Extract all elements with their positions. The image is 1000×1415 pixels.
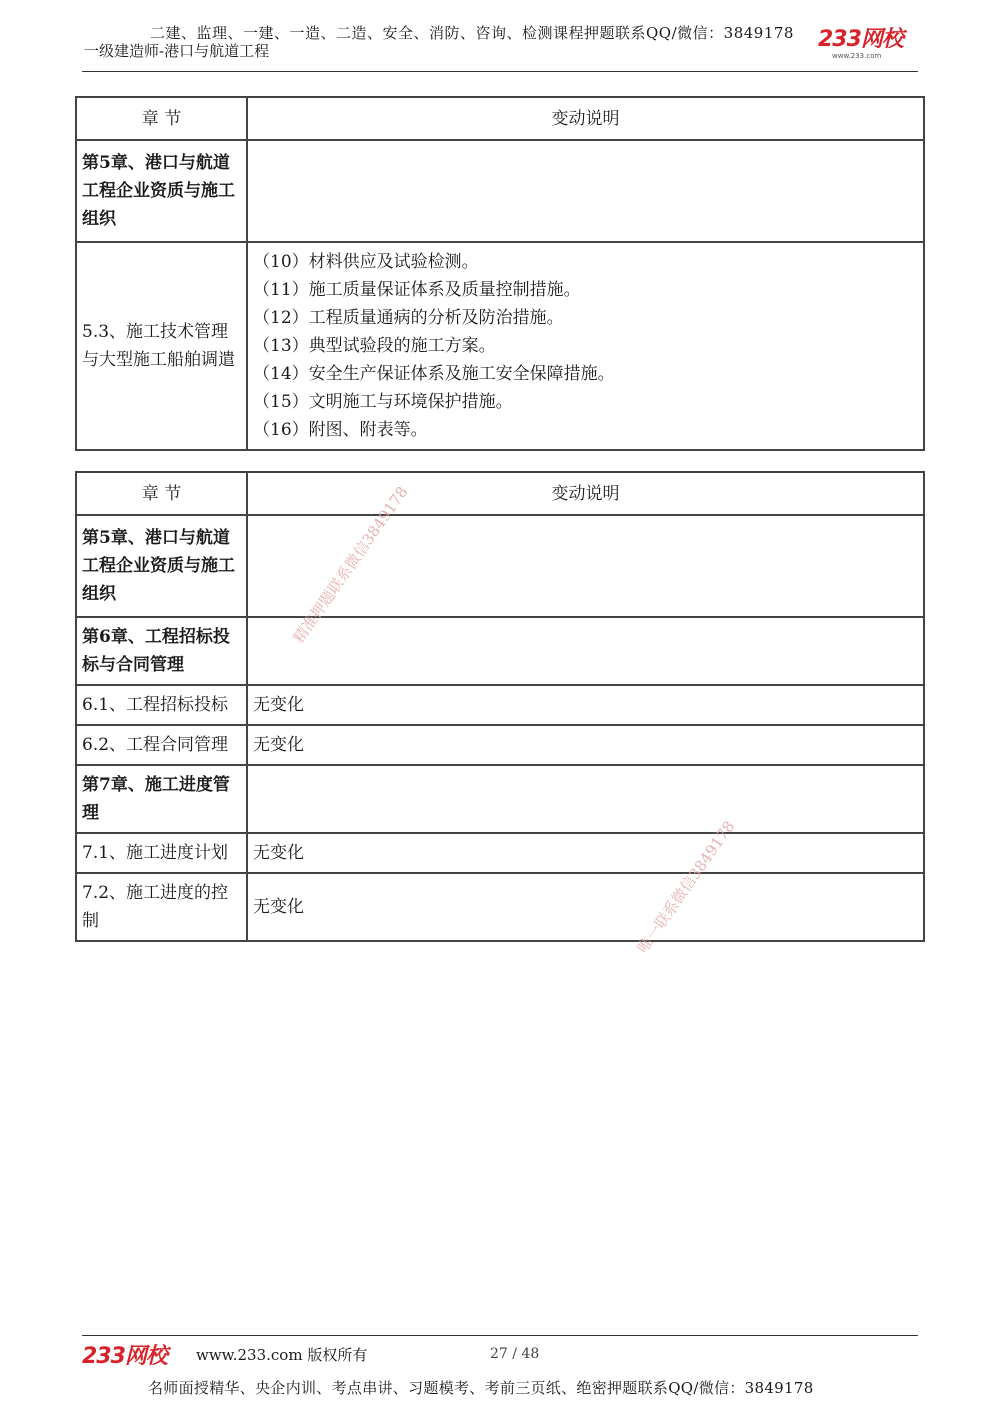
table-row <box>76 725 924 765</box>
change-cell: 无变化 <box>247 873 924 941</box>
chapter-cell: 第7章、施工进度管理 <box>76 765 247 833</box>
list-item: （16）附图、附表等。 <box>253 420 428 440</box>
table-row <box>76 833 924 873</box>
change-cell <box>247 617 924 685</box>
change-cell: 无变化 <box>247 833 924 873</box>
table-header-row <box>76 472 924 515</box>
chapter-cell: 第5章、港口与航道工程企业资质与施工组织 <box>76 140 247 242</box>
col-header-chapter: 章 节 <box>76 472 247 515</box>
chapter-cell: 5.3、施工技术管理与大型施工船舶调遣 <box>76 242 247 450</box>
list-item: （11）施工质量保证体系及质量控制措施。 <box>253 280 581 300</box>
table-row <box>76 140 924 242</box>
table-header-row <box>76 97 924 140</box>
header-promo: 二建、监理、一建、一造、二造、安全、消防、咨询、检测课程押题联系QQ/微信：3849178 <box>150 24 794 42</box>
col-header-change: 变动说明 <box>247 97 924 140</box>
table-row <box>76 617 924 685</box>
chapter-cell: 6.1、工程招标投标 <box>76 685 247 725</box>
list-item: （13）典型试验段的施工方案。 <box>253 336 496 356</box>
brand-logo <box>818 28 918 64</box>
footer-divider <box>82 1335 918 1336</box>
table-row <box>76 765 924 833</box>
chapter-cell: 7.1、施工进度计划 <box>76 833 247 873</box>
table-row <box>76 515 924 617</box>
footer-logo: 233网校 <box>82 1344 167 1369</box>
header-divider <box>82 71 918 72</box>
change-cell <box>247 140 924 242</box>
col-header-chapter: 章 节 <box>76 97 247 140</box>
chapter-cell: 6.2、工程合同管理 <box>76 725 247 765</box>
chapter-cell: 第6章、工程招标投标与合同管理 <box>76 617 247 685</box>
footer-site: www.233.com 版权所有 <box>196 1346 368 1364</box>
col-header-change: 变动说明 <box>247 472 924 515</box>
list-item: （15）文明施工与环境保护措施。 <box>253 392 513 412</box>
watermark: 唯一联系微信3849178 <box>633 817 739 957</box>
footer-promo: 名师面授精华、央企内训、考点串讲、习题模考、考前三页纸、绝密押题联系QQ/微信：3849178 <box>148 1379 814 1397</box>
change-cell <box>247 242 924 450</box>
change-cell: 无变化 <box>247 685 924 725</box>
table-row <box>76 873 924 941</box>
change-cell: 无变化 <box>247 725 924 765</box>
page-number: 27 / 48 <box>490 1346 540 1362</box>
list-item: （10）材料供应及试验检测。 <box>253 252 479 272</box>
logo-url: www.233.com <box>832 52 882 60</box>
watermark: 精准押题联系微信3849178 <box>289 483 412 647</box>
change-table-1 <box>75 96 925 451</box>
list-item: （12）工程质量通病的分析及防治措施。 <box>253 308 564 328</box>
change-table-2 <box>75 471 925 942</box>
table-row <box>76 242 924 450</box>
chapter-cell: 7.2、施工进度的控制 <box>76 873 247 941</box>
change-cell <box>247 765 924 833</box>
header-subtitle: 一级建造师-港口与航道工程 <box>84 42 270 60</box>
chapter-cell: 第5章、港口与航道工程企业资质与施工组织 <box>76 515 247 617</box>
list-item: （14）安全生产保证体系及施工安全保障措施。 <box>253 364 615 384</box>
logo-text: 233网校 <box>818 27 903 52</box>
table-row <box>76 685 924 725</box>
